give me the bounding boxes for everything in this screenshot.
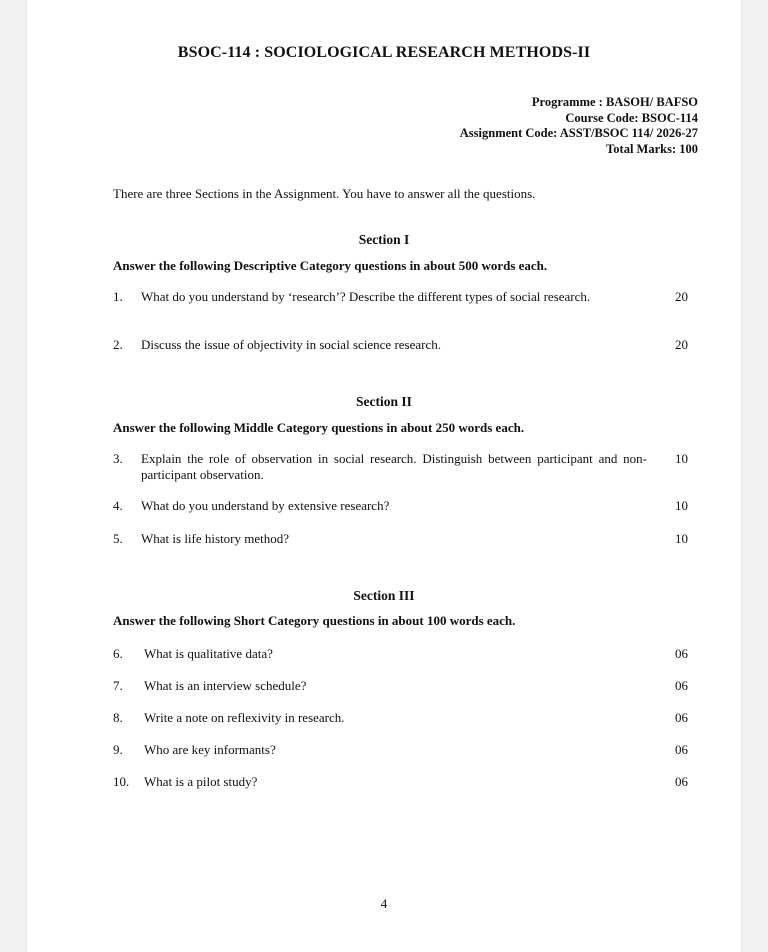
assignment-code-line: Assignment Code: ASST/BSOC 114/ 2026-27 (459, 126, 698, 141)
question-marks: 06 (675, 646, 688, 661)
question-number: 4. (113, 498, 123, 513)
question-number: 9. (113, 742, 123, 757)
question-number: 3. (113, 451, 123, 466)
assignment-meta (460, 95, 698, 157)
section-3-instruction: Answer the following Short Category questions in about 100 words each. (113, 613, 516, 628)
question-text: What is a pilot study? (144, 774, 258, 789)
course-code-line: Course Code: BSOC-114 (565, 110, 698, 125)
question-marks: 06 (675, 774, 688, 789)
question-number: 8. (113, 710, 123, 725)
question-marks: 06 (675, 678, 688, 693)
question-text: What is life history method? (141, 531, 290, 546)
question-marks: 10 (675, 531, 688, 546)
total-marks-line: Total Marks: 100 (606, 141, 698, 156)
question-number: 6. (113, 646, 123, 661)
question-marks: 20 (675, 337, 688, 352)
question-text: Explain the role of observation in social research. Distinguish between participant and non-participant observation. (141, 451, 647, 482)
question-text: What is qualitative data? (144, 646, 273, 661)
section-2-instruction: Answer the following Middle Category questions in about 250 words each. (113, 420, 525, 435)
section-3-title: Section III (353, 588, 415, 603)
programme-line: Programme : BASOH/ BAFSO (531, 95, 698, 109)
page-number: 4 (380, 896, 388, 911)
question-number: 2. (113, 337, 123, 352)
section-1-instruction: Answer the following Descriptive Category questions in about 500 words each. (113, 258, 548, 273)
question-marks: 20 (675, 289, 688, 304)
document-page (27, 0, 741, 952)
question-number: 10. (113, 774, 130, 789)
question-text: Who are key informants? (144, 742, 276, 757)
question-number: 5. (113, 531, 123, 546)
question-text: What do you understand by extensive research? (141, 498, 390, 513)
question-number: 7. (113, 678, 123, 693)
question-text: What do you understand by ‘research’? Describe the different types of social research. (141, 289, 591, 304)
question-marks: 10 (675, 451, 688, 466)
question-marks: 10 (675, 498, 688, 513)
question-number: 1. (113, 289, 123, 304)
section-2-title: Section II (356, 394, 412, 409)
question-text: Write a note on reflexivity in research. (144, 710, 345, 725)
question-marks: 06 (675, 710, 688, 725)
intro-text: There are three Sections in the Assignment. You have to answer all the questions. (113, 186, 536, 201)
question-marks: 06 (675, 742, 688, 757)
question-text: What is an interview schedule? (144, 678, 307, 693)
document-title: BSOC-114 : SOCIOLOGICAL RESEARCH METHODS-II (177, 44, 591, 61)
section-1-title: Section I (358, 232, 410, 247)
question-text: Discuss the issue of objectivity in social science research. (141, 337, 441, 352)
